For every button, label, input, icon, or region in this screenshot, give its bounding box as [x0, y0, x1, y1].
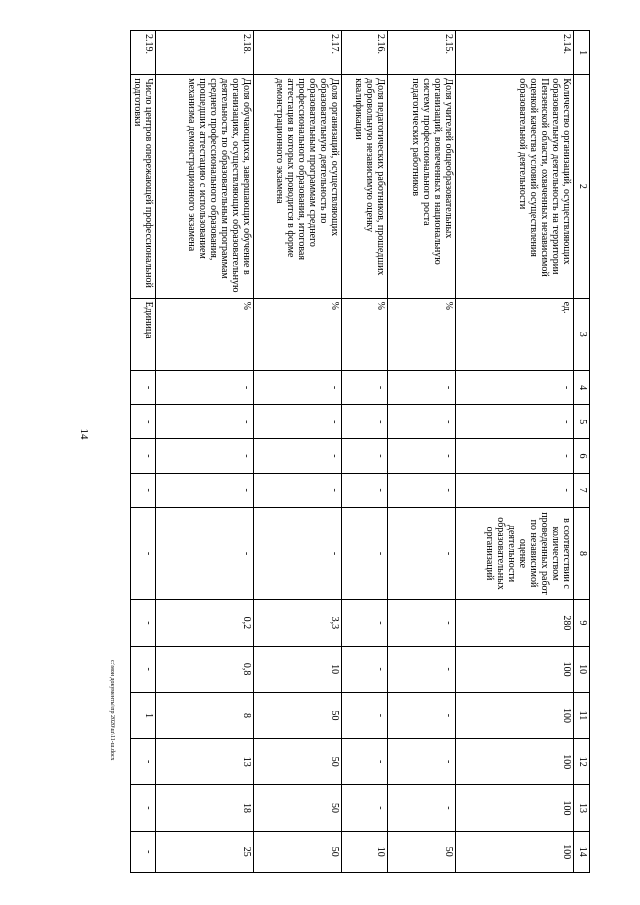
table-cell: 0,2	[156, 600, 254, 646]
table-cell: -	[342, 370, 388, 404]
table-cell: -	[254, 370, 342, 404]
column-header: 7	[574, 473, 590, 507]
table-cell: -	[156, 370, 254, 404]
table-cell: 280	[456, 600, 574, 646]
table-row	[156, 31, 254, 873]
table-cell: 18	[156, 785, 254, 831]
table-cell: -	[342, 473, 388, 507]
table-cell: -	[456, 473, 574, 507]
table-row	[456, 31, 574, 873]
table-cell: %	[156, 298, 254, 370]
table-cell: -	[254, 405, 342, 439]
table-cell: %	[342, 298, 388, 370]
row-number-cell: 2.16.	[342, 31, 388, 75]
table-cell: 3,3	[254, 600, 342, 646]
table-row	[342, 31, 388, 873]
table-cell: 100	[456, 739, 574, 785]
header-row	[574, 31, 590, 873]
table-cell: 100	[456, 646, 574, 692]
column-header: 3	[574, 298, 590, 370]
table-cell: -	[388, 507, 456, 600]
table-cell: ед.	[456, 298, 574, 370]
table-cell: -	[156, 439, 254, 473]
table-cell: -	[342, 739, 388, 785]
table-cell: -	[388, 646, 456, 692]
table-cell: -	[388, 405, 456, 439]
table-cell: 100	[456, 831, 574, 872]
table-cell: в соответствии с количеством проведенных работ по независимой оценке деятельности образовательных организаций	[456, 507, 574, 600]
table-cell: -	[131, 507, 156, 600]
table-cell: -	[131, 646, 156, 692]
table-cell: -	[342, 439, 388, 473]
table-cell: 50	[254, 739, 342, 785]
column-header: 6	[574, 439, 590, 473]
footer-file-path: c:\мои документы\пр 2020\ш\11-ш.docx	[109, 660, 115, 761]
row-number-cell: 2.17.	[254, 31, 342, 75]
table-cell: 1	[131, 692, 156, 738]
column-header: 11	[574, 692, 590, 738]
table-cell: -	[131, 405, 156, 439]
table-cell: 100	[456, 692, 574, 738]
table-cell: -	[342, 507, 388, 600]
table-cell: 10	[342, 831, 388, 872]
table-cell: -	[131, 473, 156, 507]
table-cell: 25	[156, 831, 254, 872]
column-header: 1	[574, 31, 590, 75]
table-cell: -	[388, 473, 456, 507]
table-cell: -	[342, 405, 388, 439]
table-row	[131, 31, 156, 873]
table-cell: -	[254, 507, 342, 600]
column-header: 13	[574, 785, 590, 831]
row-number-cell: 2.19.	[131, 31, 156, 75]
table-cell: -	[254, 473, 342, 507]
table-body	[131, 31, 574, 873]
indicator-name-cell: Доля организаций, осуществляющих образовательную деятельность по образовательным программам среднего профессионального образования, итоговая аттестация в которых проводится в форме демонстрационного экзамена	[254, 75, 342, 298]
table-cell: 100	[456, 785, 574, 831]
column-header: 2	[574, 75, 590, 298]
rotated-page	[104, 30, 590, 885]
table-cell: -	[131, 785, 156, 831]
table-cell: -	[388, 439, 456, 473]
table-canvas	[104, 30, 590, 885]
row-number-cell: 2.18.	[156, 31, 254, 75]
column-header: 10	[574, 646, 590, 692]
table-cell: -	[131, 370, 156, 404]
table-cell: -	[388, 785, 456, 831]
table-cell: -	[342, 785, 388, 831]
row-number-cell: 2.15.	[388, 31, 456, 75]
table-cell: 50	[254, 831, 342, 872]
indicator-name-cell: Доля педагогических работников, прошедших добровольную независимую оценку квалификации	[342, 75, 388, 298]
table-cell: -	[388, 600, 456, 646]
table-cell: -	[342, 646, 388, 692]
table-cell: 50	[254, 785, 342, 831]
table-cell: -	[131, 439, 156, 473]
table-cell: -	[342, 692, 388, 738]
column-header: 14	[574, 831, 590, 872]
table-cell: -	[156, 405, 254, 439]
indicator-name-cell: Количество организаций, осуществляющих образовательную деятельность на территории Пензенской области, охваченных независимой оценкой качества условий осуществления образовательной деятельности	[456, 75, 574, 298]
indicators-table	[130, 30, 590, 873]
table-row	[388, 31, 456, 873]
table-cell: -	[388, 692, 456, 738]
table-cell: -	[156, 473, 254, 507]
table-cell: Единица	[131, 298, 156, 370]
table-cell: -	[456, 439, 574, 473]
table-cell: -	[388, 370, 456, 404]
indicator-name-cell: Число центров опережающей профессиональной подготовки	[131, 75, 156, 298]
indicator-name-cell: Доля обучающихся, завершающих обучение в организациях, осуществляющих образовательную деятельность по образовательным программам среднего профессионального образования, прошедших аттестацию с использованием механизма демонстрационного экзамена	[156, 75, 254, 298]
table-cell: -	[342, 600, 388, 646]
column-header: 5	[574, 405, 590, 439]
column-header: 9	[574, 600, 590, 646]
table-cell: -	[131, 600, 156, 646]
column-header: 12	[574, 739, 590, 785]
indicator-name-cell: Доля учителей общеобразовательных организаций, вовлеченных в национальную систему профессионального роста педагогических работников	[388, 75, 456, 298]
page-number: 14	[78, 428, 90, 440]
table-cell: 10	[254, 646, 342, 692]
table-cell: -	[131, 739, 156, 785]
column-header: 8	[574, 507, 590, 600]
table-cell: 13	[156, 739, 254, 785]
table-cell: -	[388, 739, 456, 785]
table-cell: 0,8	[156, 646, 254, 692]
table-cell: 8	[156, 692, 254, 738]
table-cell: 50	[388, 831, 456, 872]
row-number-cell: 2.14.	[456, 31, 574, 75]
table-cell: -	[254, 439, 342, 473]
table-cell: -	[131, 831, 156, 872]
table-cell: 50	[254, 692, 342, 738]
table-cell: %	[388, 298, 456, 370]
table-cell: -	[456, 370, 574, 404]
table-cell: -	[156, 507, 254, 600]
table-cell: %	[254, 298, 342, 370]
table-row	[254, 31, 342, 873]
column-header: 4	[574, 370, 590, 404]
table-cell: -	[456, 405, 574, 439]
